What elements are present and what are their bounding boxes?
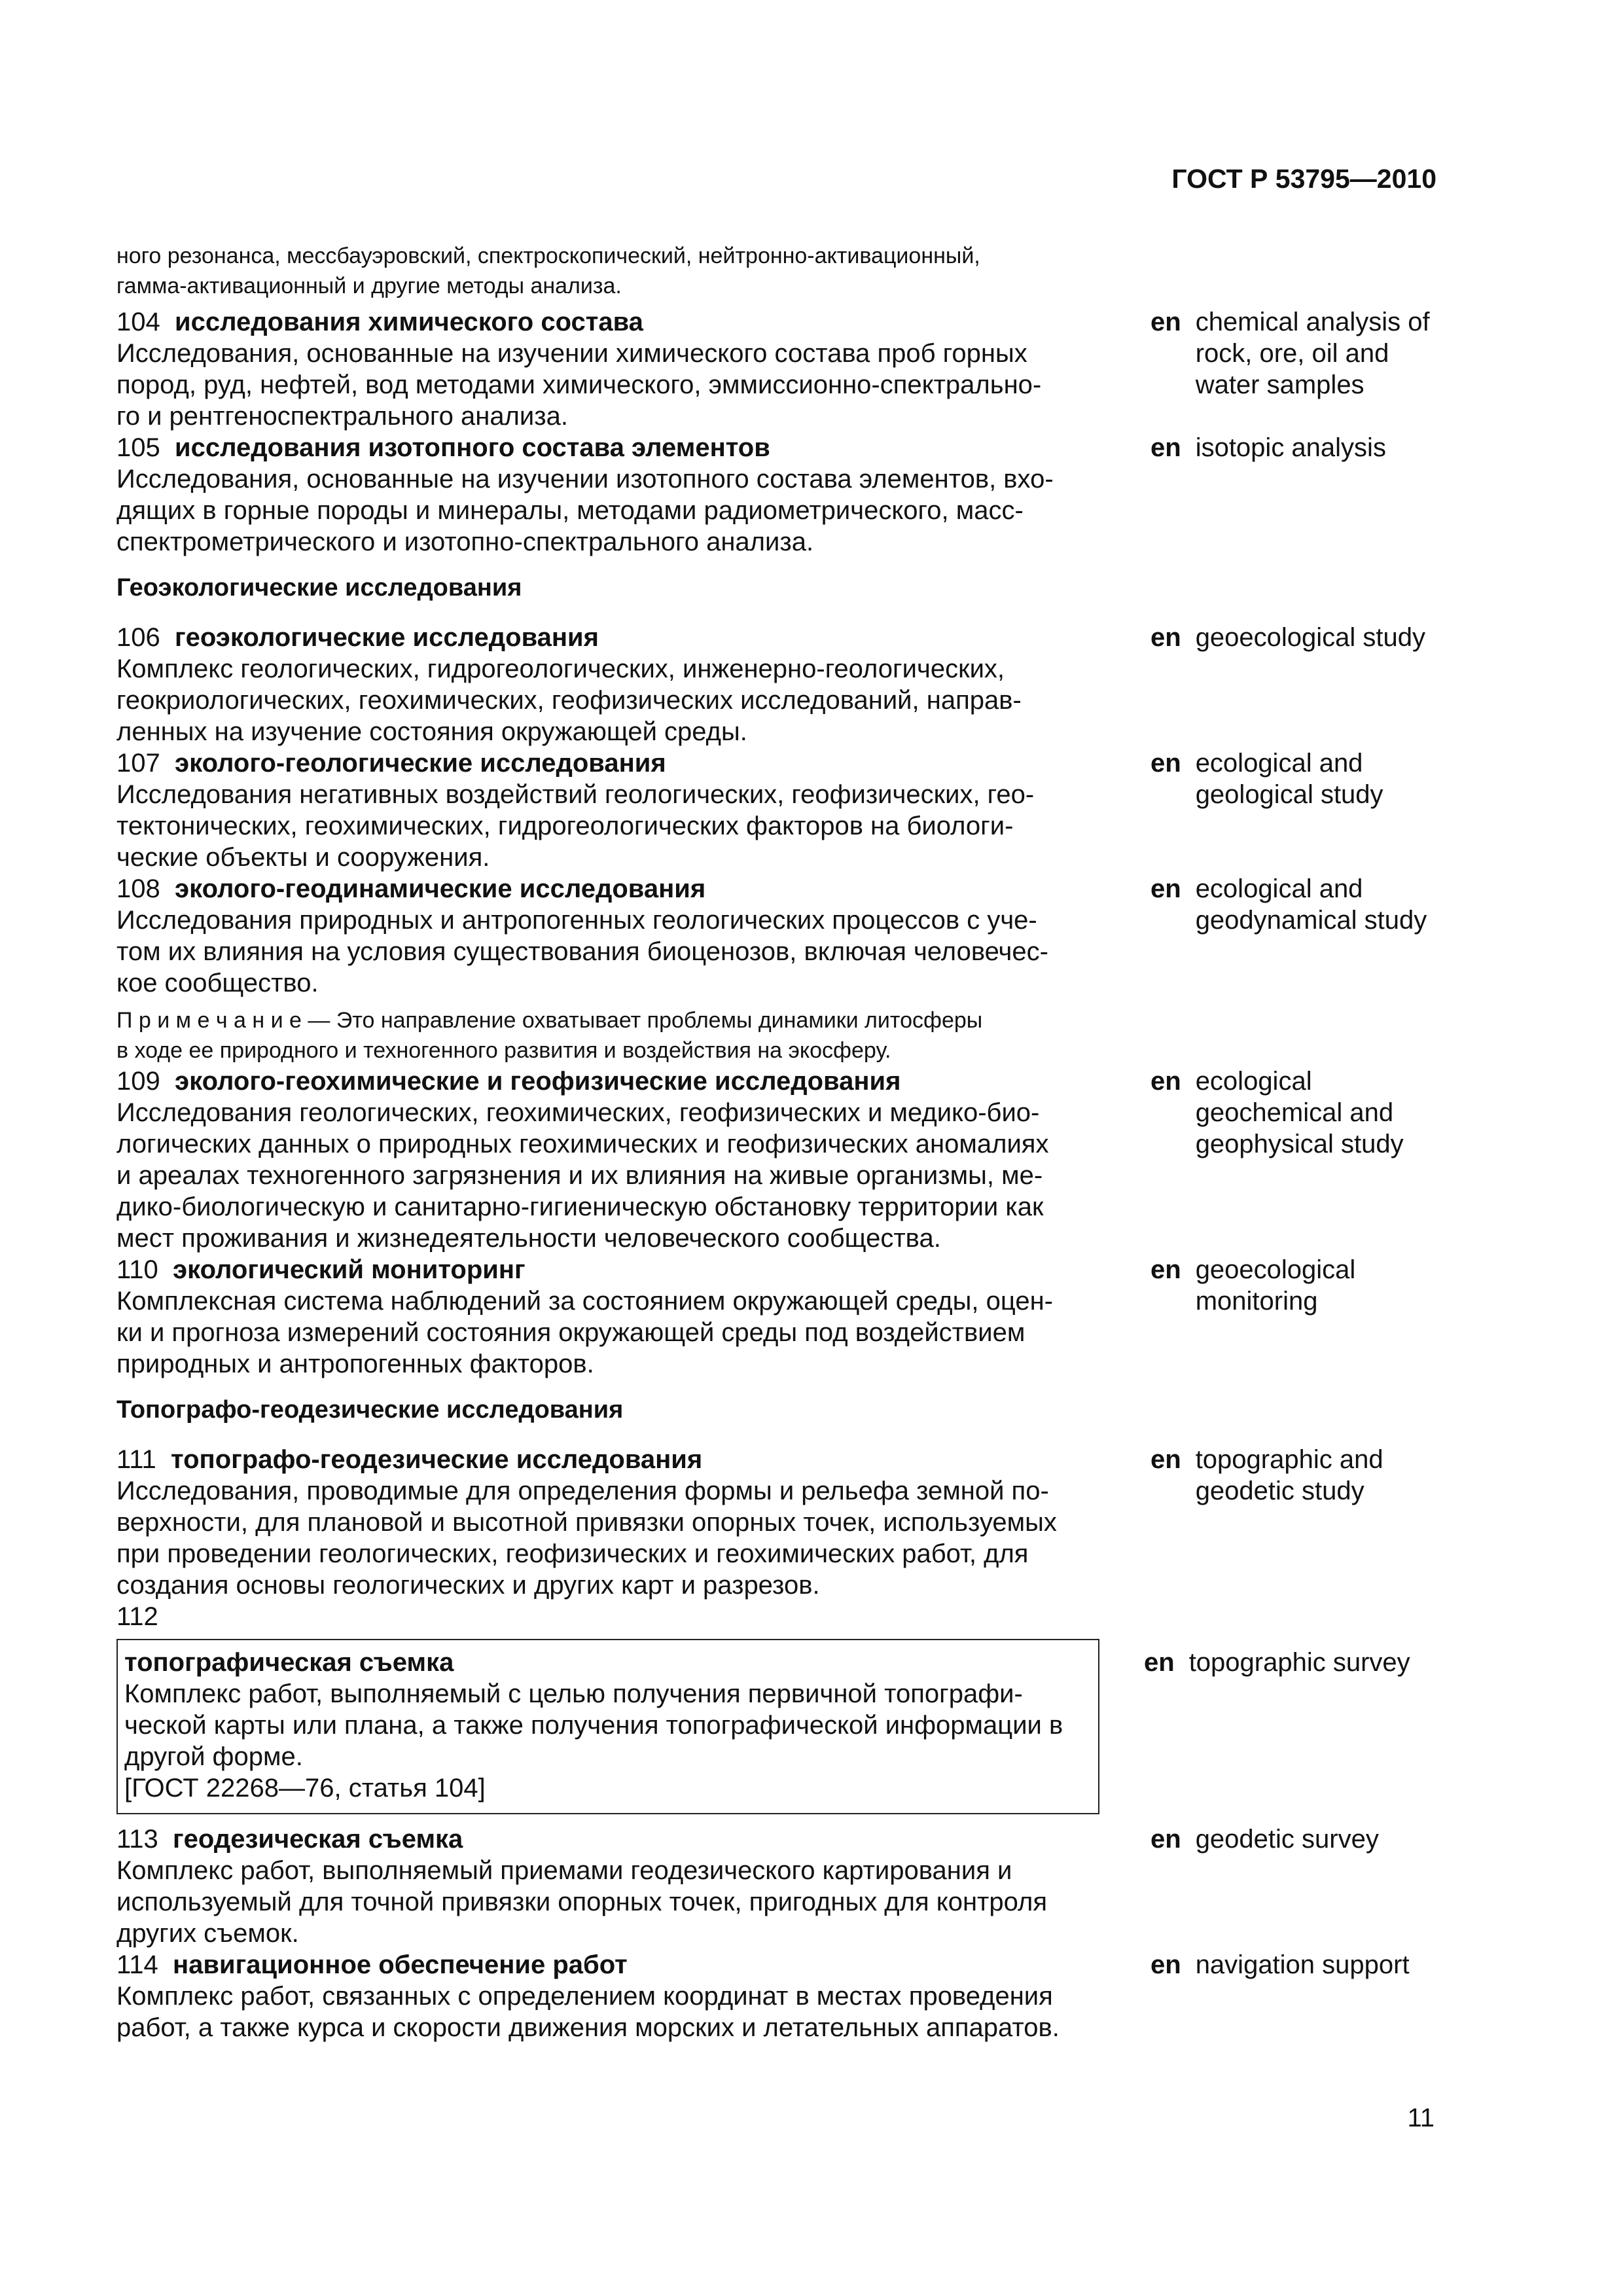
term-entry-106 (116, 622, 1471, 747)
english-equivalent (1144, 1639, 1465, 1814)
page-number: 11 (1407, 2104, 1435, 2132)
entry-number: 109 (116, 1067, 160, 1096)
term-entry-114 (116, 1949, 1471, 2043)
language-code: en (1150, 1445, 1181, 1474)
entry-definition-line: Комплексная система наблюдений за состоянием окружающей среды, оцен- (116, 1287, 1053, 1316)
note-text: Это направление охватывает проблемы динамики литосферы (336, 1008, 983, 1033)
entry-number: 112 (116, 1602, 158, 1631)
english-term: isotopic analysis (1195, 433, 1386, 462)
entry-term: эколого-геодинамические исследования (174, 874, 706, 903)
note-text: в ходе ее природного и техногенного развития и воздействия на экосферу. (116, 1038, 891, 1063)
term-entry-110 (116, 1254, 1471, 1380)
entry-number: 113 (116, 1825, 158, 1854)
entry-number: 106 (116, 623, 160, 652)
english-equivalent (1150, 432, 1471, 558)
section-heading: Топографо-геодезические исследования (116, 1396, 624, 1424)
english-term: geoecological study (1195, 623, 1426, 652)
entry-term: геоэкологические исследования (174, 623, 599, 652)
source-reference: [ГОСТ 22268—76, статья 104] (124, 1774, 486, 1803)
language-code: en (1150, 874, 1181, 903)
language-code: en (1144, 1648, 1175, 1677)
entry-definition-line: при проведении геологических, геофизических и геохимических работ, для (116, 1539, 1029, 1568)
entry-number: 110 (116, 1255, 158, 1284)
english-equivalent (1150, 306, 1471, 432)
term-entry-109 (116, 1066, 1471, 1254)
english-term: ecological geochemical and geophysical study (1195, 1067, 1404, 1158)
intro-line: гамма-активационный и другие методы анализа. (116, 274, 622, 298)
english-term: geodetic survey (1195, 1825, 1379, 1854)
term-entry-108 (116, 873, 1471, 1066)
entry-definition-line: Исследования, основанные на изучении химического состава проб горных (116, 339, 1027, 368)
entry-number: 104 (116, 308, 160, 336)
entry-term: навигационное обеспечение работ (173, 1950, 628, 1979)
entry-term: топографическая съемка (124, 1648, 454, 1677)
entry-definition-line: пород, руд, нефтей, вод методами химического, эммиссионно-спектрально- (116, 370, 1042, 399)
entry-term: топографо-геодезические исследования (171, 1445, 703, 1474)
language-code: en (1150, 1950, 1181, 1979)
entry-definition-line: го и рентгеноспектрального анализа. (116, 402, 568, 431)
entry-definition-line: ческой карты или плана, а также получения топографической информации в (124, 1711, 1063, 1740)
entry-definition-line: спектрометрического и изотопно-спектрального анализа. (116, 528, 814, 556)
entry-definition-line: другой форме. (124, 1742, 303, 1771)
term-entry-107 (116, 747, 1471, 873)
entry-term: геодезическая съемка (173, 1825, 463, 1854)
entry-definition-line: тектонических, геохимических, гидрогеологических факторов на биологи- (116, 812, 1014, 840)
entry-definition-line: используемый для точной привязки опорных точек, пригодных для контроля (116, 1888, 1047, 1916)
entry-definition-line: ческие объекты и сооружения. (116, 843, 490, 872)
entry-definition-line: логических данных о природных геохимических и геофизических аномалиях (116, 1130, 1049, 1158)
entry-definition-line: Исследования геологических, геохимических, геофизических и медико-био- (116, 1098, 1040, 1127)
language-code: en (1150, 1067, 1181, 1096)
english-equivalent (1150, 873, 1471, 1066)
entry-definition-line: Исследования природных и антропогенных геологических процессов с уче- (116, 906, 1037, 935)
entry-definition-line: верхности, для плановой и высотной привязки опорных точек, используемых (116, 1508, 1057, 1537)
english-term: topographic survey (1188, 1648, 1410, 1677)
entry-definition-line: ки и прогноза измерений состояния окружающей среды под воздействием (116, 1318, 1026, 1347)
entry-definition-line: том их влияния на условия существования биоценозов, включая человечес- (116, 937, 1048, 966)
english-equivalent (1150, 1444, 1471, 1601)
entry-definition-line: природных и антропогенных факторов. (116, 1350, 594, 1378)
language-code: en (1150, 1255, 1181, 1284)
document-id: ГОСТ Р 53795—2010 (1171, 164, 1436, 194)
page-body (116, 241, 1471, 2043)
entry-number: 111 (116, 1445, 156, 1474)
entry-term: экологический мониторинг (173, 1255, 526, 1284)
entry-definition-line: мест проживания и жизнедеятельности человеческого сообщества. (116, 1224, 941, 1253)
entry-definition-line: создания основы геологических и других карт и разрезов. (116, 1571, 820, 1600)
entry-term: эколого-геологические исследования (174, 749, 666, 778)
english-term: navigation support (1195, 1950, 1410, 1979)
entry-number: 108 (116, 874, 160, 903)
boxed-definition (116, 1639, 1099, 1814)
entry-term: исследования химического состава (174, 308, 643, 336)
entry-definition-line: Комплекс работ, выполняемый с целью получения первичной топографи- (124, 1679, 1023, 1708)
english-equivalent (1150, 1066, 1471, 1254)
language-code: en (1150, 623, 1181, 652)
language-code: en (1150, 308, 1181, 336)
english-equivalent (1150, 1949, 1471, 2043)
english-equivalent (1150, 622, 1471, 747)
note-label: П р и м е ч а н и е — (116, 1008, 336, 1033)
term-entry-113 (116, 1823, 1471, 1949)
english-term: topographic and geodetic study (1195, 1445, 1383, 1505)
language-code: en (1150, 1825, 1181, 1854)
entry-number: 105 (116, 433, 160, 462)
intro-text (116, 241, 1098, 301)
english-term: geoecological monitoring (1195, 1255, 1356, 1316)
term-entry-111 (116, 1444, 1471, 1601)
english-equivalent (1150, 1823, 1471, 1949)
english-term: ecological and geological study (1195, 749, 1383, 809)
entry-term: исследования изотопного состава элементов (174, 433, 770, 462)
entry-definition-line: дящих в горные породы и минералы, методами радиометрического, масс- (116, 496, 1024, 525)
entry-definition-line: Исследования, основанные на изучении изотопного состава элементов, вхо- (116, 465, 1054, 493)
entry-definition-line: Комплекс работ, связанных с определением координат в местах проведения (116, 1982, 1053, 2011)
section-heading: Геоэкологические исследования (116, 574, 522, 601)
language-code: en (1150, 433, 1181, 462)
language-code: en (1150, 749, 1181, 778)
english-term: ecological and geodynamical study (1195, 874, 1427, 935)
entry-definition-line: Комплекс геологических, гидрогеологических, инженерно-геологических, (116, 655, 1005, 683)
entry-number: 114 (116, 1950, 158, 1979)
entry-definition-line: ленных на изучение состояния окружающей среды. (116, 717, 747, 746)
term-entry-104 (116, 306, 1471, 432)
intro-line: ного резонанса, мессбауэровский, спектроскопический, нейтронно-активационный, (116, 243, 980, 268)
entry-definition-line: Комплекс работ, выполняемый приемами геодезического картирования и (116, 1856, 1012, 1885)
entry-note (116, 1005, 1098, 1066)
entry-number: 107 (116, 749, 160, 778)
english-equivalent (1150, 1254, 1471, 1380)
entry-term: эколого-геохимические и геофизические исследования (174, 1067, 901, 1096)
term-entry-112 (116, 1639, 1471, 1814)
entry-definition-line: дико-биологическую и санитарно-гигиеническую обстановку территории как (116, 1193, 1044, 1221)
entry-definition-line: и ареалах техногенного загрязнения и их влияния на живые организмы, ме- (116, 1161, 1043, 1190)
term-entry-105 (116, 432, 1471, 558)
entry-definition-line: других съемок. (116, 1919, 299, 1948)
english-equivalent (1150, 747, 1471, 873)
entry-definition-line: работ, а также курса и скорости движения морских и летательных аппаратов. (116, 2013, 1060, 2042)
entry-definition-line: Исследования, проводимые для определения формы и рельефа земной по- (116, 1477, 1049, 1505)
english-term: chemical analysis of rock, ore, oil and water samples (1195, 308, 1430, 399)
entry-definition-line: Исследования негативных воздействий геологических, геофизических, гео- (116, 780, 1035, 809)
entry-definition-line: геокриологических, геохимических, геофизических исследований, направ- (116, 686, 1022, 715)
entry-definition-line: кое сообщество. (116, 969, 319, 997)
